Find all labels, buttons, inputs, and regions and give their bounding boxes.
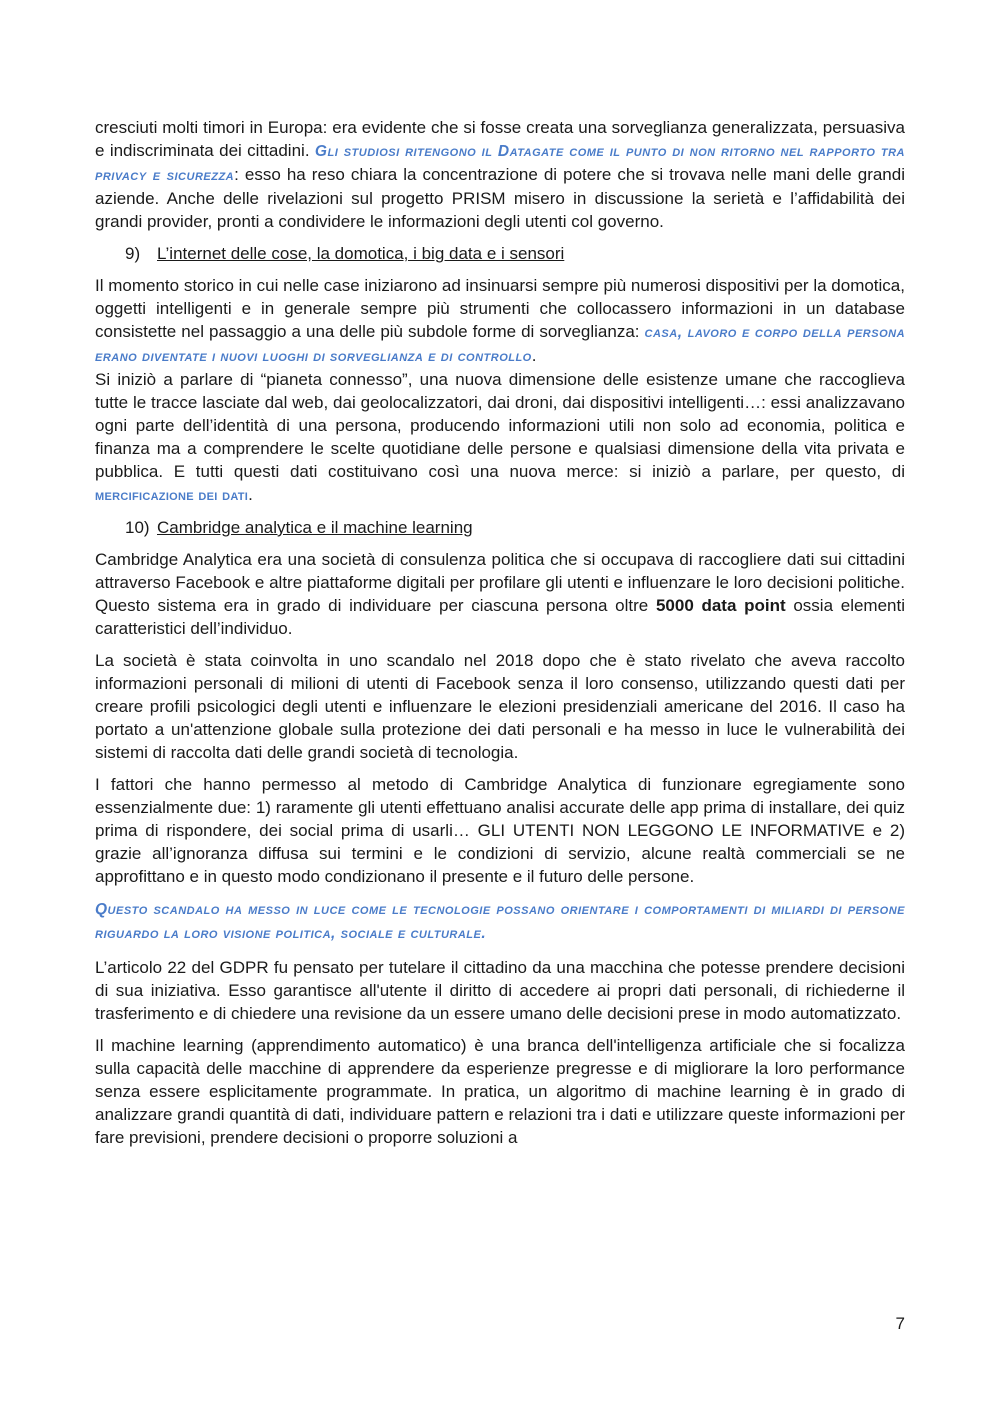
emphasis-sorveglianza: casa, lavoro e corpo della persona erano diventate i nuovi luoghi di sorveglianza e di controllo [95,324,906,365]
paragraph-scandalo: La società è stata coinvolta in uno scandalo nel 2018 dopo che è stato rivelato che aveva raccolto informazioni personali di milioni di utenti di Facebook senza il loro consenso, utilizzando questi dati per creare profili psicologici degli utenti e influenzare le elezioni presidenziali americane del 2016. Il caso ha portato a un'attenzione globale sulla protezione dei dati personali e ha messo in luce le vulnerabilità dei sistemi di raccolta dati delle grandi società di tecnologia. [95,651,905,762]
section-title: L’internet delle cose, la domotica, i big data e i sensori [157,244,565,263]
paragraph-pianeta-connesso: Si iniziò a parlare di “pianeta connesso”, una nuova dimensione delle esistenze umane che raccoglieva tutte le tracce lasciate dal web, dai geolocalizzatori, dai droni, dai dispositivi intelligenti…: essi analizzavano ogni parte dell’identità di una persona, producendo informazioni utili non solo ad economia, politica e finanza ma a comprendere le scelte quotidiane delle persone e qualsiasi dimensione della vita privata e pubblica. E tutti questi dati costituivano così una nuova merce: si iniziò a parlare, per questo, di mercificazione dei dati. [95,370,905,504]
bold-data-point: 5000 data point [655,596,786,615]
section-number: 9) [125,244,141,263]
section-heading-10 [95,516,905,539]
document-page [95,116,905,1158]
paragraph-gdpr: L’articolo 22 del GDPR fu pensato per tutelare il cittadino da una macchina che potesse prendere decisioni di sua iniziativa. Esso garantisce all'utente il diritto di accedere ai propri dati personali, di richiederne il trasferimento e di chiedere una revisione da un essere umano delle decisioni prese in modo automatizzato. [95,958,905,1023]
page-number: 7 [895,1314,905,1333]
section-title: Cambridge analytica e il machine learning [157,518,473,537]
paragraph-highlight [95,897,905,945]
emphasis-datagate: Gli studiosi ritengono il Datagate come il punto di non ritorno nel rapporto tra privacy e sicurezza [95,143,905,184]
paragraph-datagate: cresciuti molti timori in Europa: era evidente che si fosse creata una sorveglianza generalizzata, persuasiva e indiscriminata dei cittadini. Gli studiosi ritengono il Datagate come il punto di non ritorno nel rapporto tra privacy e sicurezza: esso ha reso chiara la concentrazione di potere che si trovava nelle mani delle grandi aziende. Anche delle rivelazioni sul progetto PRISM misero in discussione la serietà e l’affidabilità dei grandi provider, pronti a condividere le informazioni degli utenti col governo. [95,118,905,231]
paragraph-machine-learning: Il machine learning (apprendimento automatico) è una branca dell'intelligenza artificiale che si focalizza sulla capacità delle macchine di apprendere da esperienze pregresse e di migliorare la loro performance senza essere esplicitamente programmate. In pratica, un algoritmo di machine learning è in grado di analizzare grandi quantità di dati, individuare pattern e relazioni tra i dati e utilizzare queste informazioni per fare previsioni, prendere decisioni o proporre soluzioni a [95,1036,905,1147]
emphasis-mercificazione: mercificazione dei dati [95,487,249,504]
section-heading-9 [95,242,905,265]
section-number: 10) [125,518,150,537]
paragraph-cambridge-analytica: Cambridge Analytica era una società di consulenza politica che si occupava di raccogliere dati sui cittadini attraverso Facebook e altre piattaforme digitali per profilare gli utenti e influenzare le loro decisioni politiche. Questo sistema era in grado di individuare per ciascuna persona oltre 5000 data point ossia elementi caratteristici dell’individuo. [95,550,905,638]
paragraph-domotica: Il momento storico in cui nelle case iniziarono ad insinuarsi sempre più numerosi dispositivi per la domotica, oggetti intelligenti e in generale sempre più strumenti che collocassero informazioni in un database consistette nel passaggio a una delle più subdole forme di sorveglianza: casa, lavoro e corpo della persona erano diventate i nuovi luoghi di sorveglianza e di controllo. [95,276,906,365]
emphasis-scandalo: Questo scandalo ha messo in luce come le tecnologie possano orientare i comportamenti di miliardi di persone riguardo la loro visione politica, sociale e culturale. [95,901,905,942]
paragraph-fattori: I fattori che hanno permesso al metodo di Cambridge Analytica di funzionare egregiamente sono essenzialmente due: 1) raramente gli utenti effettuano analisi accurate delle app prima di installare, dei quiz prima di rispondere, dei social prima di usarli… GLI UTENTI NON LEGGONO LE INFORMATIVE e 2) grazie all’ignoranza diffusa sui termini e le condizioni di servizio, alcune realtà commerciali se ne approfittano e in questo modo condizionano il presente e il futuro delle persone. [95,775,905,886]
